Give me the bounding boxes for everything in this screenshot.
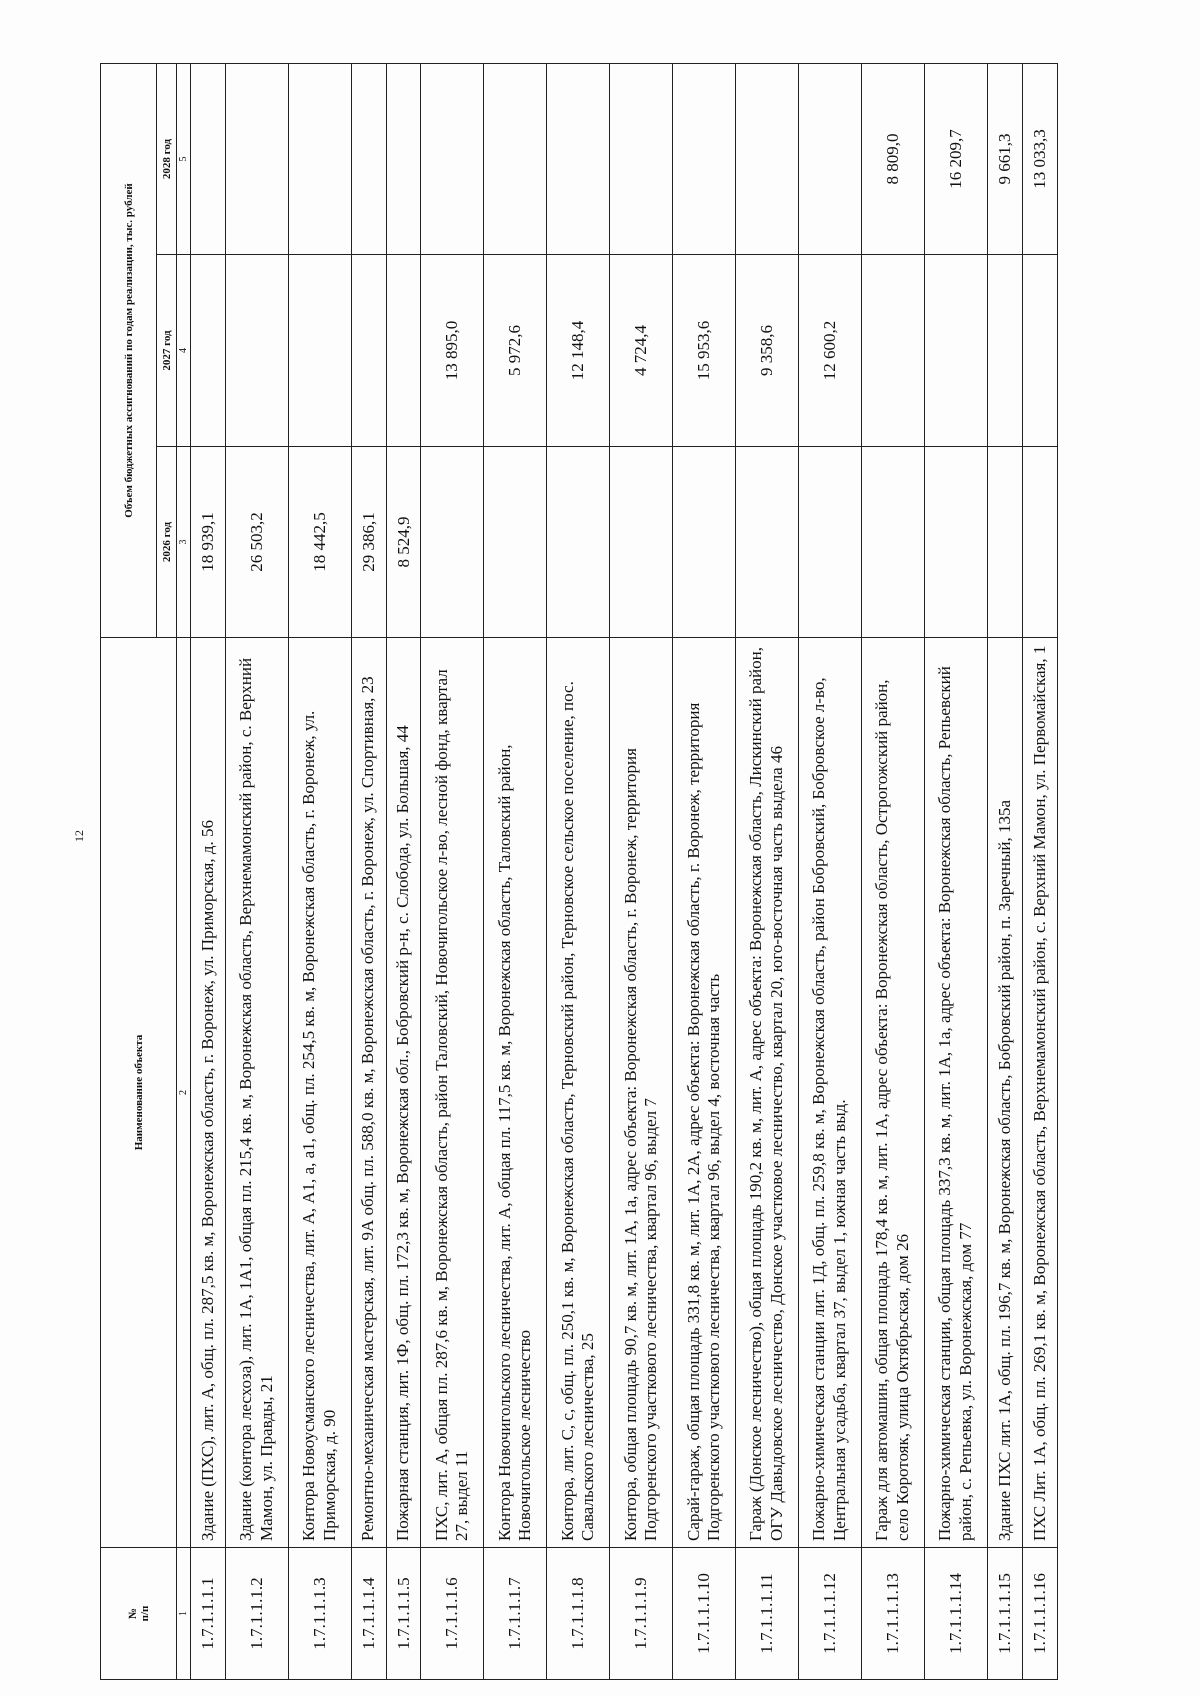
row-number: 1.7.1.1.1.3 (288, 1548, 351, 1680)
page-number: 12 (72, 830, 86, 842)
budget-2027: 5 972,6 (484, 255, 547, 447)
budget-2026 (925, 447, 988, 638)
budget-2028 (610, 64, 673, 255)
object-name: Ремонтно-механическая мастерская, лит. 9А общ. пл. 588,0 кв. м, Воронежская область, г. Воронеж, ул. Спортивная, 23 (351, 638, 386, 1548)
object-name: Гараж для автомашин, общая площадь 178,4 кв. м, лит. 1А, адрес объекта: Воронежская область, Острогожский район, село Коротояк, улица Октябрьская, дом 26 (862, 638, 925, 1548)
row-number: 1.7.1.1.1.12 (799, 1548, 862, 1680)
table-row (736, 64, 799, 1680)
budget-2026: 8 524,9 (386, 447, 421, 638)
object-name: Контора Новочигольского лесничества, лит. А, общая пл. 117,5 кв. м, Воронежская область, Таловский район, Новочигольское лесничество (484, 638, 547, 1548)
row-number: 1.7.1.1.1.6 (421, 1548, 484, 1680)
table-row (547, 64, 610, 1680)
budget-2028 (673, 64, 736, 255)
table-row (673, 64, 736, 1680)
budget-2027 (386, 255, 421, 447)
budget-2026: 18 939,1 (191, 447, 226, 638)
budget-2026 (988, 447, 1023, 638)
budget-2027: 13 895,0 (421, 255, 484, 447)
budget-2027 (191, 255, 226, 447)
budget-2027 (1022, 255, 1057, 447)
table-row (191, 64, 226, 1680)
column-number: 5 (177, 64, 191, 255)
budget-2026 (484, 447, 547, 638)
table-row (288, 64, 351, 1680)
row-number: 1.7.1.1.1.13 (862, 1548, 925, 1680)
header-year-2027: 2027 год (157, 255, 177, 447)
row-number: 1.7.1.1.1.11 (736, 1548, 799, 1680)
row-number: 1.7.1.1.1.16 (1022, 1548, 1057, 1680)
column-number: 4 (177, 255, 191, 447)
object-name: Контора, лит. С, с, общ. пл. 250,1 кв. м, Воронежская область, Терновский район, Терновское сельское поселение, пос. Савальского лесничества, 25 (547, 638, 610, 1548)
table-row (925, 64, 988, 1680)
table-row (351, 64, 386, 1680)
budget-2026 (610, 447, 673, 638)
table-row (386, 64, 421, 1680)
row-number: 1.7.1.1.1.2 (225, 1548, 288, 1680)
budget-2028 (547, 64, 610, 255)
row-number: 1.7.1.1.1.5 (386, 1548, 421, 1680)
row-number: 1.7.1.1.1.10 (673, 1548, 736, 1680)
object-name: Пожарная станция, лит. 1Ф, общ. пл. 172,3 кв. м, Воронежская обл., Бобровский р-н, с. Слобода, ул. Большая, 44 (386, 638, 421, 1548)
budget-2026 (736, 447, 799, 638)
object-name: Контора, общая площадь 90,7 кв. м, лит. 1А, 1а, адрес объекта: Воронежская область, г. Воронеж, территория Подгоренского участкового лесничества, квартал 96, выдел 7 (610, 638, 673, 1548)
budget-2026: 18 442,5 (288, 447, 351, 638)
header-year-2026: 2026 год (157, 447, 177, 638)
header-number: № п/п (101, 1548, 177, 1680)
budget-2027: 12 148,4 (547, 255, 610, 447)
object-name: Здание ПХС лит. 1А, общ. пл. 196,7 кв. м, Воронежская область, Бобровский район, п. Заречный, 135а (988, 638, 1023, 1548)
budget-2026 (547, 447, 610, 638)
budget-2028 (351, 64, 386, 255)
header-name: Наименование объекта (101, 638, 177, 1548)
object-name: Контора Новоусманского лесничества, лит. А, А1, а, а1, общ. пл. 254,5 кв. м, Воронежская область, г. Воронеж, ул. Приморская, д. 90 (288, 638, 351, 1548)
budget-2026 (1022, 447, 1057, 638)
budget-2028: 8 809,0 (862, 64, 925, 255)
object-name: Гараж (Донское лесничество), общая площадь 190,2 кв. м, лит. А, адрес объекта: Воронежская область, Лискинский район, ОГУ Давыдовское лесничество, Донское участковое лесничество, квартал 20, юго-восточная часть выдела 46 (736, 638, 799, 1548)
header-budget-group: Объем бюджетных ассигнований по годам реализации, тыс. рублей (101, 64, 157, 638)
header-year-2028: 2028 год (157, 64, 177, 255)
object-name: Пожарно-химическая станции лит. 1Д, общ. пл. 259,8 кв. м, Воронежская область, район Бобровский, Бобровское л-во, Центральная усадьба, квартал 37, выдел 1, южная часть выд. (799, 638, 862, 1548)
column-number: 2 (177, 638, 191, 1548)
budget-2026 (799, 447, 862, 638)
budget-table (100, 63, 1058, 1680)
row-number: 1.7.1.1.1.15 (988, 1548, 1023, 1680)
budget-2028 (288, 64, 351, 255)
table-row (1022, 64, 1057, 1680)
table-row (862, 64, 925, 1680)
budget-2026 (421, 447, 484, 638)
table-body (191, 64, 1058, 1680)
budget-2027 (988, 255, 1023, 447)
row-number: 1.7.1.1.1.9 (610, 1548, 673, 1680)
budget-2026: 29 386,1 (351, 447, 386, 638)
object-name: ПХС Лит. 1А, общ. пл. 269,1 кв. м, Воронежская область, Верхнемамонский район, с. Верхний Мамон, ул. Первомайская, 1 (1022, 638, 1057, 1548)
row-number: 1.7.1.1.1.14 (925, 1548, 988, 1680)
budget-2028: 13 033,3 (1022, 64, 1057, 255)
table-row (421, 64, 484, 1680)
column-number: 1 (177, 1548, 191, 1680)
budget-2027 (225, 255, 288, 447)
budget-2027 (288, 255, 351, 447)
budget-2028 (386, 64, 421, 255)
budget-2026 (862, 447, 925, 638)
row-number: 1.7.1.1.1.7 (484, 1548, 547, 1680)
table-row (225, 64, 288, 1680)
budget-2027: 9 358,6 (736, 255, 799, 447)
budget-2028 (736, 64, 799, 255)
budget-2028 (484, 64, 547, 255)
budget-2028 (421, 64, 484, 255)
row-number: 1.7.1.1.1.4 (351, 1548, 386, 1680)
budget-2028: 16 209,7 (925, 64, 988, 255)
budget-2028: 9 661,3 (988, 64, 1023, 255)
budget-2027: 12 600,2 (799, 255, 862, 447)
table-row (988, 64, 1023, 1680)
row-number: 1.7.1.1.1.1 (191, 1548, 226, 1680)
budget-2028 (799, 64, 862, 255)
row-number: 1.7.1.1.1.8 (547, 1548, 610, 1680)
budget-2026: 26 503,2 (225, 447, 288, 638)
budget-2027: 4 724,4 (610, 255, 673, 447)
budget-2027 (925, 255, 988, 447)
table-row (484, 64, 547, 1680)
column-number: 3 (177, 447, 191, 638)
budget-table-rotated (100, 64, 1058, 1680)
object-name: Сарай-гараж, общая площадь 331,8 кв. м, лит. 1А, 2А, адрес объекта: Воронежская область, г. Воронеж, территория Подгоренского участкового лесничества, квартал 96, выдел 4, восточная часть (673, 638, 736, 1548)
budget-2027: 15 953,6 (673, 255, 736, 447)
table-row (610, 64, 673, 1680)
budget-2028 (225, 64, 288, 255)
object-name: ПХС, лит. А, общая пл. 287,6 кв. м, Воронежская область, район Таловский, Новочигольское л-во, лесной фонд, квартал 27, выдел 11 (421, 638, 484, 1548)
object-name: Здание (контора лесхоза), лит. 1А, 1А1, общая пл. 215,4 кв. м, Воронежская область, Верхнемамонский район, с. Верхний Мамон, ул. Правды, 21 (225, 638, 288, 1548)
table-row (799, 64, 862, 1680)
budget-2027 (351, 255, 386, 447)
object-name: Здание (ПХС), лит. А, общ. пл. 287,5 кв. м, Воронежская область, г. Воронеж, ул. Приморская, д. 56 (191, 638, 226, 1548)
budget-2027 (862, 255, 925, 447)
budget-2028 (191, 64, 226, 255)
object-name: Пожарно-химическая станции, общая площадь 337,3 кв. м, лит. 1А, 1а, адрес объекта: Воронежская область, Репьевский район, с. Репьевка, ул. Воронежская, дом 77 (925, 638, 988, 1548)
budget-2026 (673, 447, 736, 638)
